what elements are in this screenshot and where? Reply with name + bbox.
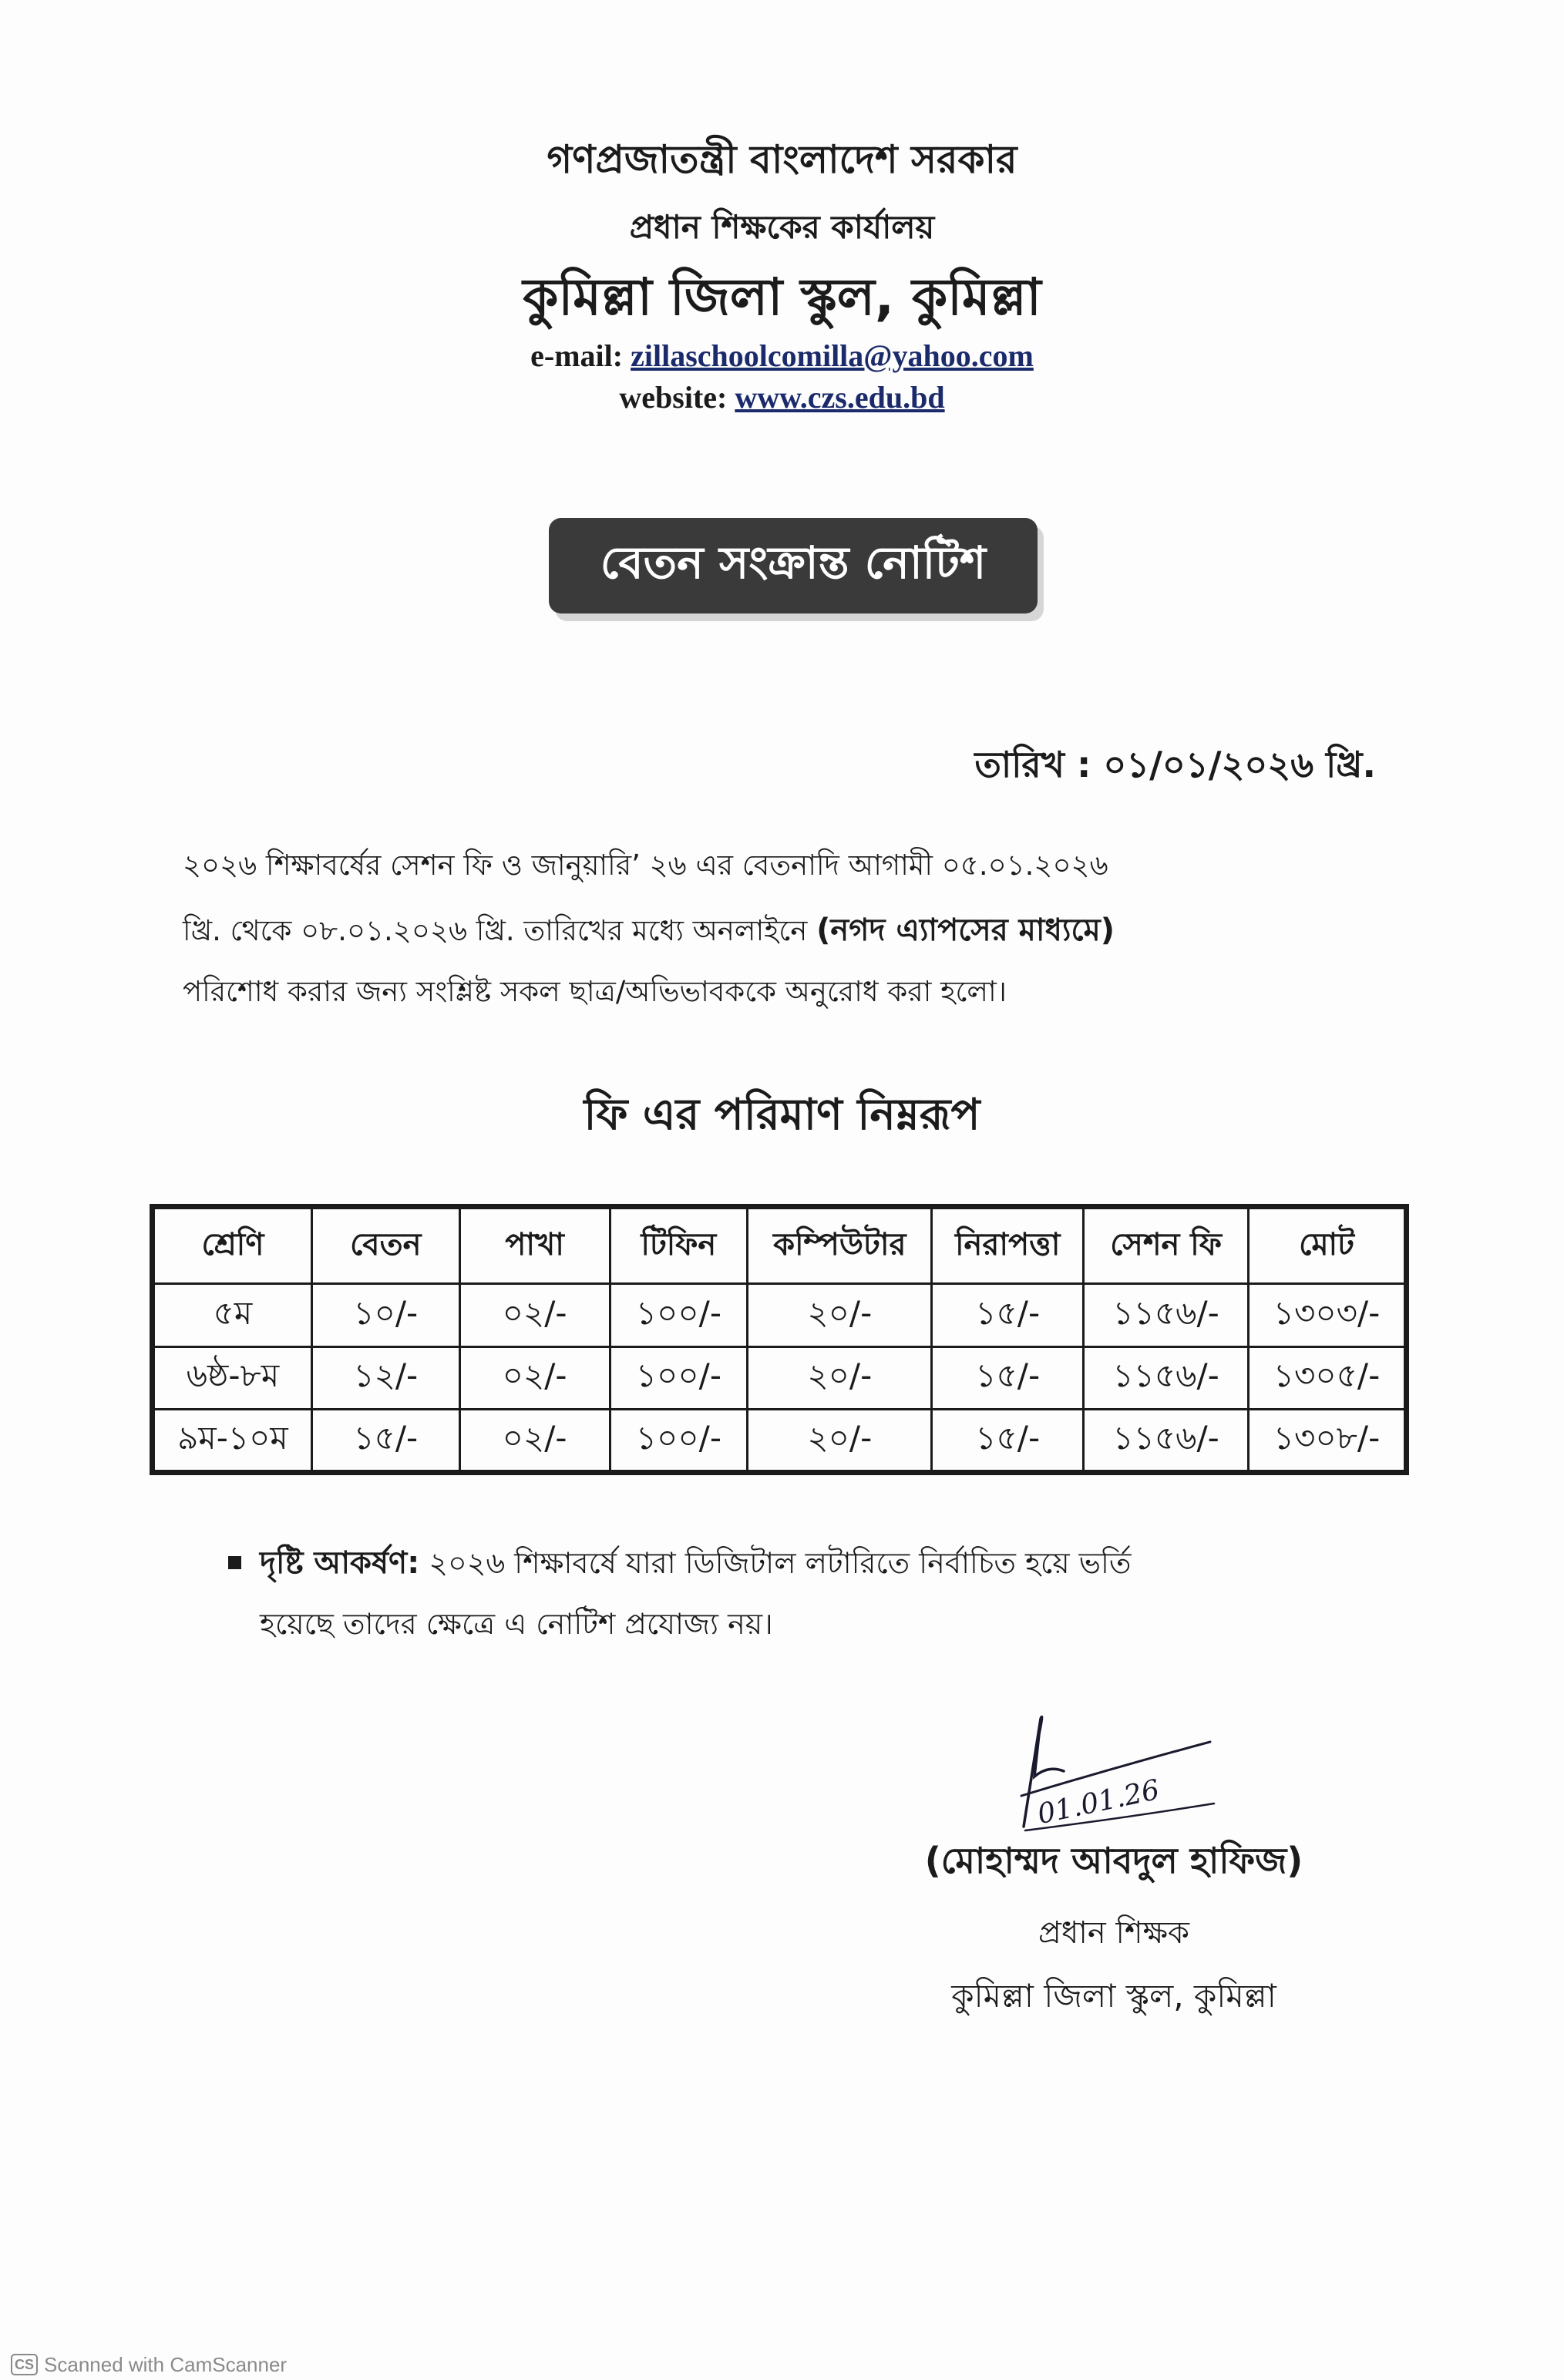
table-cell: ১০/- xyxy=(311,1284,459,1347)
table-cell: ০২/- xyxy=(459,1410,610,1473)
table-cell: ১৩০৫/- xyxy=(1249,1346,1407,1410)
email-link[interactable]: zillaschoolcomilla@yahoo.com xyxy=(631,338,1034,373)
signature-date: 01.01.26 xyxy=(1034,1773,1162,1831)
body-line-3: পরিশোধ করার জন্য সংশ্লিষ্ট সকল ছাত্র/অভিভাবককে অনুরোধ করা হলো। xyxy=(183,975,1007,1008)
header-class: শ্রেণি xyxy=(153,1207,312,1284)
table-row xyxy=(153,1410,1407,1473)
notice-date: তারিখ : ০১/০১/২০২৬ খ্রি. xyxy=(974,744,1376,785)
table-cell: ২০/- xyxy=(748,1410,932,1473)
table-cell: ২০/- xyxy=(748,1284,932,1347)
table-cell: ৯ম-১০ম xyxy=(153,1410,312,1473)
body-line-2-text: খ্রি. থেকে ০৮.০১.২০২৬ খ্রি. তারিখের মধ্যে অনলাইনে xyxy=(183,914,808,947)
header-fan: পাখা xyxy=(459,1207,610,1284)
scanner-watermark xyxy=(11,2354,287,2375)
fee-heading: ফি এর পরিমাণ নিম্নরূপ xyxy=(584,1090,980,1140)
camscanner-logo-icon: CS xyxy=(11,2354,38,2375)
table-cell: ১১৫৬/- xyxy=(1084,1410,1249,1473)
header-security: নিরাপত্তা xyxy=(932,1207,1084,1284)
header-tiffin: টিফিন xyxy=(610,1207,748,1284)
table-cell: ০২/- xyxy=(459,1346,610,1410)
signer-school: কুমিল্লা জিলা স্কুল, কুমিল্লা xyxy=(951,1977,1276,2015)
bullet-icon xyxy=(228,1556,241,1569)
note-text-1: ২০২৬ শিক্ষাবর্ষে যারা ডিজিটাল লটারিতে নির্বাচিত হয়ে ভর্তি xyxy=(429,1546,1132,1580)
office-heading: প্রধান শিক্ষকের কার্যালয় xyxy=(629,208,935,246)
table-cell: ১৫/- xyxy=(932,1346,1084,1410)
body-line-1: ২০২৬ শিক্ষাবর্ষের সেশন ফি ও জানুয়ারি’ ২৬ এর বেতনাদি আগামী ০৫.০১.২০২৬ xyxy=(183,849,1108,882)
table-cell: ১৫/- xyxy=(932,1284,1084,1347)
contact-email-line xyxy=(0,338,1564,374)
government-heading: গণপ্রজাতন্ত্রী বাংলাদেশ সরকার xyxy=(547,137,1017,182)
fee-table xyxy=(150,1204,1409,1475)
signer-title: প্রধান শিক্ষক xyxy=(1038,1915,1189,1951)
fee-table-header-row xyxy=(153,1207,1407,1284)
table-cell: ১২/- xyxy=(311,1346,459,1410)
table-cell: ০২/- xyxy=(459,1284,610,1347)
table-cell: ১৫/- xyxy=(311,1410,459,1473)
table-row xyxy=(153,1346,1407,1410)
table-cell: ১১৫৬/- xyxy=(1084,1346,1249,1410)
website-link[interactable]: www.czs.edu.bd xyxy=(735,380,945,415)
table-row xyxy=(153,1284,1407,1347)
table-cell: ২০/- xyxy=(748,1346,932,1410)
table-cell: ৫ম xyxy=(153,1284,312,1347)
note-line-2: হয়েছে তাদের ক্ষেত্রে এ নোটিশ প্রযোজ্য নয়। xyxy=(260,1607,773,1641)
signer-name: (মোহাম্মদ আবদুল হাফিজ) xyxy=(924,1840,1303,1881)
contact-website-line xyxy=(0,379,1564,415)
watermark-text: Scanned with CamScanner xyxy=(44,2352,288,2376)
note-line-1 xyxy=(260,1538,1131,1590)
table-cell: ১৩০৩/- xyxy=(1249,1284,1407,1347)
table-cell: ১৫/- xyxy=(932,1410,1084,1473)
table-cell: ১০০/- xyxy=(610,1410,748,1473)
website-label: website: xyxy=(619,380,728,415)
table-cell: ১০০/- xyxy=(610,1346,748,1410)
header-salary: বেতন xyxy=(311,1207,459,1284)
body-line-2 xyxy=(183,906,1385,957)
table-cell: ১৩০৮/- xyxy=(1249,1410,1407,1473)
notice-title: বেতন সংক্রান্ত নোটিশ xyxy=(549,518,1038,613)
header-total: মোট xyxy=(1249,1207,1407,1284)
table-cell: ১০০/- xyxy=(610,1284,748,1347)
header-session-fee: সেশন ফি xyxy=(1084,1207,1249,1284)
table-cell: ১১৫৬/- xyxy=(1084,1284,1249,1347)
email-label: e-mail: xyxy=(530,338,624,373)
school-name: কুমিল্লা জিলা স্কুল, কুমিল্লা xyxy=(523,267,1041,327)
header-computer: কম্পিউটার xyxy=(748,1207,932,1284)
table-cell: ৬ষ্ঠ-৮ম xyxy=(153,1346,312,1410)
body-line-2-bold: (নগদ এ্যাপসের মাধ্যমে) xyxy=(816,913,1115,948)
note-label: দৃষ্টি আকর্ষণ: xyxy=(260,1545,420,1581)
